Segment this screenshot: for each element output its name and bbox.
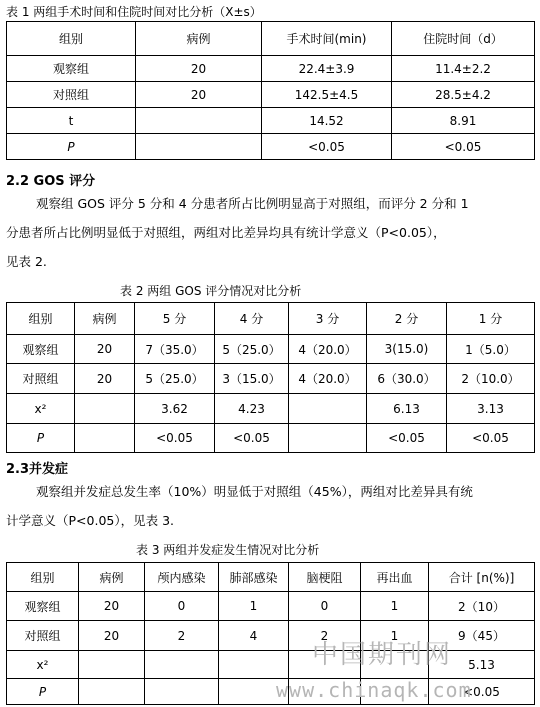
table-cell: <0.05 [262, 134, 392, 160]
table-cell: 22.4±3.9 [262, 56, 392, 82]
table-cell: 5（25.0） [215, 335, 289, 364]
table-cell: 观察组 [7, 335, 75, 364]
table-cell: 4 [219, 621, 289, 651]
table-cell: 2 [289, 621, 361, 651]
header-cell: 组别 [7, 563, 79, 592]
table-cell: P [7, 134, 136, 160]
table-cell: 对照组 [7, 82, 136, 108]
table-row [7, 592, 535, 621]
table-cell: 4（20.0） [289, 364, 367, 394]
table-cell: 4（20.0） [289, 335, 367, 364]
table-cell [79, 651, 145, 679]
header-cell: 病例 [79, 563, 145, 592]
table-cell: 3.62 [135, 394, 215, 424]
table-cell: 8.91 [392, 108, 535, 134]
table2-caption: 表 2 两组 GOS 评分情况对比分析 [120, 284, 302, 298]
table-cell [136, 108, 262, 134]
table-cell: 4.23 [215, 394, 289, 424]
table-cell: 对照组 [7, 364, 75, 394]
table-row [7, 108, 535, 134]
table-cell: 6.13 [367, 394, 447, 424]
header-cell: 颅内感染 [145, 563, 219, 592]
table-cell: 14.52 [262, 108, 392, 134]
table-cell: 20 [75, 364, 135, 394]
table-header-row [7, 563, 535, 592]
table-cell [289, 424, 367, 453]
table-cell: 20 [75, 335, 135, 364]
table-cell: 3（15.0） [215, 364, 289, 394]
table-cell: <0.05 [392, 134, 535, 160]
table-cell [75, 424, 135, 453]
table-cell: 3.13 [447, 394, 535, 424]
table-row [7, 56, 535, 82]
table-cell: <0.05 [367, 424, 447, 453]
header-cell: 组别 [7, 22, 136, 56]
paragraph-line: 见表 2. [6, 254, 47, 269]
table-cell: P [7, 424, 75, 453]
table-cell: 观察组 [7, 56, 136, 82]
watermark-cn: 中国期刊网 [312, 640, 453, 670]
table-cell [145, 651, 219, 679]
table-cell: <0.05 [447, 424, 535, 453]
table-cell: 20 [79, 592, 145, 621]
header-cell: 3 分 [289, 303, 367, 335]
table-cell [289, 394, 367, 424]
table1-caption: 表 1 两组手术时间和住院时间对比分析（X±s） [6, 5, 262, 19]
table-cell: 20 [136, 56, 262, 82]
table-cell: 20 [79, 621, 145, 651]
table-header-row [7, 22, 535, 56]
header-cell: 病例 [75, 303, 135, 335]
header-cell: 合计 [n(%)] [429, 563, 535, 592]
table-row [7, 335, 535, 364]
paragraph-line: 分患者所占比例明显低于对照组，两组对比差异均具有统计学意义（P<0.05）， [6, 225, 446, 240]
table-cell: 对照组 [7, 621, 79, 651]
table-cell [79, 679, 145, 705]
table-cell: 5.13 [429, 651, 535, 679]
section-heading: 2.2 GOS 评分 [6, 174, 96, 189]
table-cell: 2（10.0） [447, 364, 535, 394]
table-cell: 1 [361, 592, 429, 621]
table-cell: 6（30.0） [367, 364, 447, 394]
table-cell [219, 651, 289, 679]
table3-caption: 表 3 两组并发症发生情况对比分析 [136, 543, 320, 557]
table2 [6, 302, 535, 453]
table-cell: t [7, 108, 136, 134]
table-cell: P [7, 679, 79, 705]
table-row [7, 394, 535, 424]
table-cell: 0 [289, 592, 361, 621]
table-cell: 9（45） [429, 621, 535, 651]
header-cell: 肺部感染 [219, 563, 289, 592]
table-cell: 20 [136, 82, 262, 108]
table-cell: 3(15.0) [367, 335, 447, 364]
table-cell: 观察组 [7, 592, 79, 621]
table-cell: <0.05 [215, 424, 289, 453]
paragraph-line: 观察组 GOS 评分 5 分和 4 分患者所占比例明显高于对照组，而评分 2 分和 1 [36, 196, 469, 211]
table-header-row [7, 303, 535, 335]
table-cell: 28.5±4.2 [392, 82, 535, 108]
header-cell: 5 分 [135, 303, 215, 335]
header-cell: 1 分 [447, 303, 535, 335]
table-cell [145, 679, 219, 705]
header-cell: 再出血 [361, 563, 429, 592]
table-cell: 1 [361, 621, 429, 651]
table-cell: 11.4±2.2 [392, 56, 535, 82]
header-cell: 组别 [7, 303, 75, 335]
table-row [7, 621, 535, 651]
header-cell: 住院时间（d） [392, 22, 535, 56]
table-row [7, 82, 535, 108]
table-cell: 2（10） [429, 592, 535, 621]
table-cell: 1 [219, 592, 289, 621]
table-row [7, 134, 535, 160]
header-cell: 4 分 [215, 303, 289, 335]
table-cell: 7（35.0） [135, 335, 215, 364]
table-cell: <0.05 [429, 679, 535, 705]
table-row [7, 424, 535, 453]
header-cell: 脑梗阻 [289, 563, 361, 592]
table-cell: 2 [145, 621, 219, 651]
table-row [7, 651, 535, 679]
section-heading: 2.3并发症 [6, 462, 69, 477]
table-cell: 142.5±4.5 [262, 82, 392, 108]
paragraph-line: 观察组并发症总发生率（10%）明显低于对照组（45%），两组对比差异具有统 [36, 484, 473, 499]
header-cell: 病例 [136, 22, 262, 56]
table-cell: 0 [145, 592, 219, 621]
header-cell: 手术时间(min) [262, 22, 392, 56]
table-cell: x² [7, 651, 79, 679]
table-cell [75, 394, 135, 424]
table-cell: 5（25.0） [135, 364, 215, 394]
paragraph-line: 计学意义（P<0.05），见表 3. [6, 513, 174, 528]
watermark-url: www.chinaqk.com [276, 678, 472, 702]
table-row [7, 364, 535, 394]
table-cell: 1（5.0） [447, 335, 535, 364]
header-cell: 2 分 [367, 303, 447, 335]
table-cell: <0.05 [135, 424, 215, 453]
table-cell [136, 134, 262, 160]
table1 [6, 21, 535, 160]
table-cell: x² [7, 394, 75, 424]
